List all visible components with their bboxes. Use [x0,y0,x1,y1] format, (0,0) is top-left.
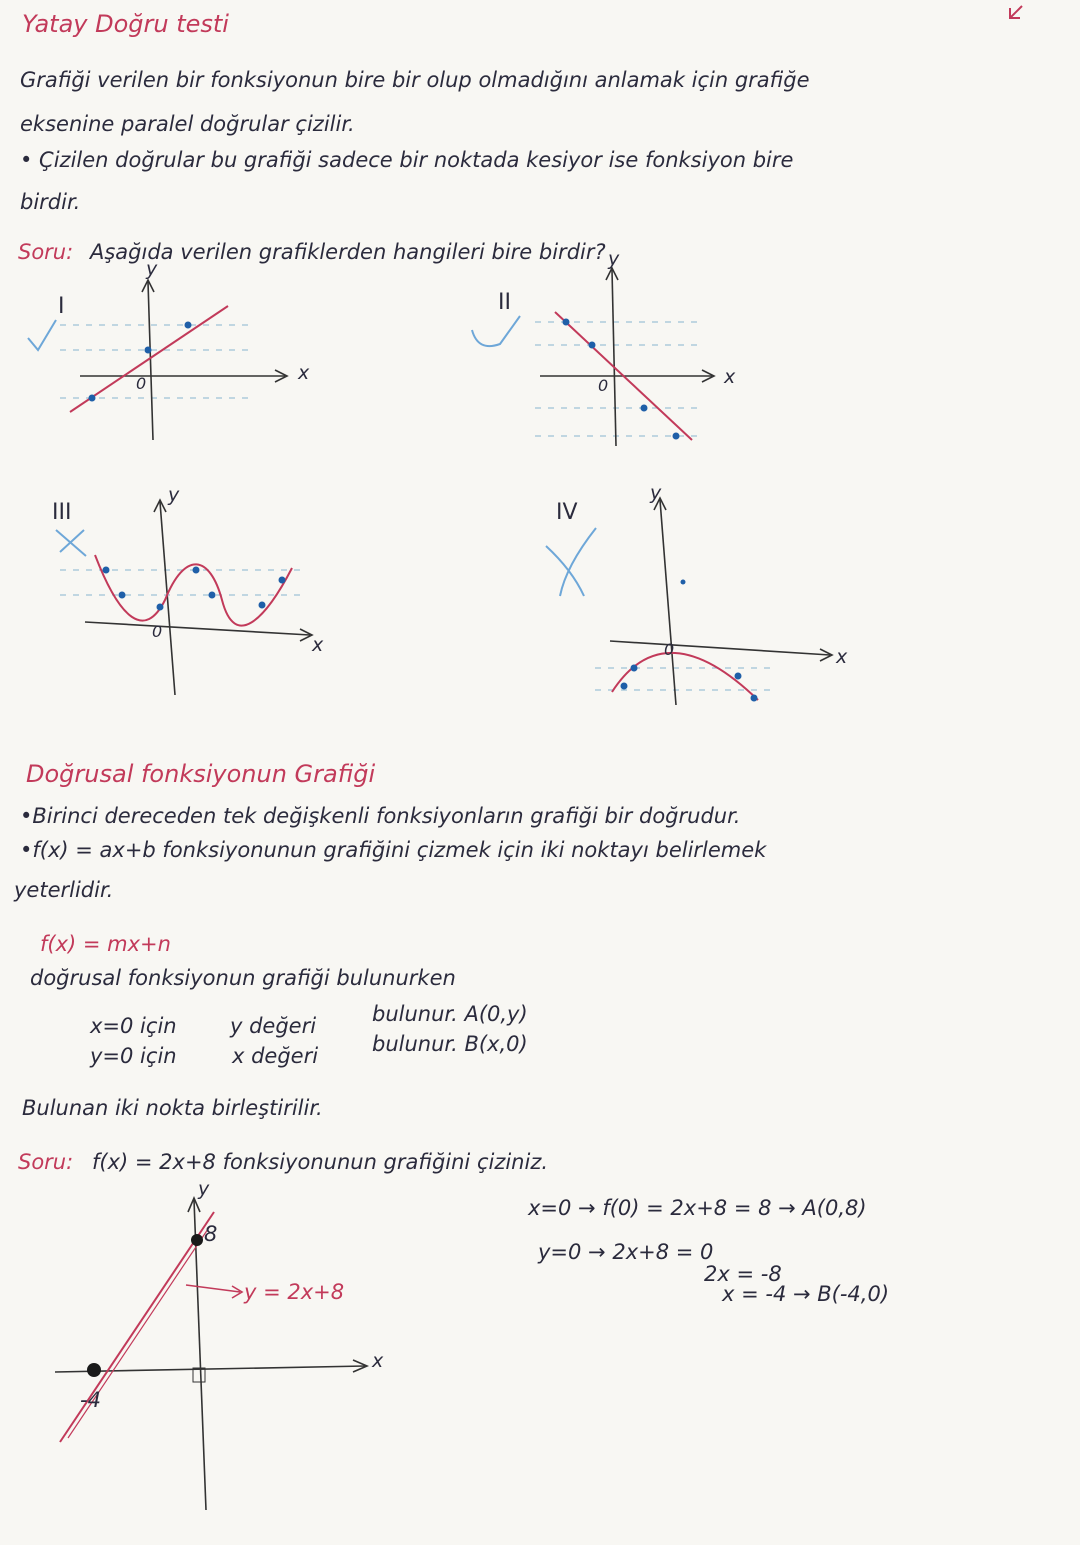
question1-prefix: Soru: [18,240,74,264]
graph-4-x-label: x [836,646,848,668]
intro-line-1: Grafiği verilen bir fonksiyonun bire bir olup olmadığını anlamak için grafiğe [20,68,810,92]
intro-line-2: eksenine paralel doğrular çizilir. [20,112,355,136]
graph-4-y-label: y [650,482,662,504]
graph-3-y-label: y [168,484,180,506]
point-a [191,1234,203,1246]
graph-1-y-label: y [146,258,158,280]
intro-line-3: • Çizilen doğrular bu grafiği sadece bir noktada kesiyor ise fonksiyon bire [20,148,794,172]
q2-x-label: x [372,1350,384,1372]
q2-x-value: -4 [80,1388,101,1412]
graph-3-origin: 0 [152,622,163,641]
question1-text: Aşağıda verilen grafiklerden hangileri bire birdir? [90,240,606,264]
section2-step3: Bulunan iki nokta birleştirilir. [22,1096,323,1120]
section2-step2-result: bulunur. B(x,0) [372,1032,528,1056]
question2-calc-3: 2x = -8 [704,1262,782,1286]
graph-4-origin: 0 [664,640,675,659]
section2-step2-condition: y=0 için [90,1044,177,1068]
graph-2-x-label: x [724,366,736,388]
graph-label-1: I [58,294,65,319]
graph-label-3: III [52,500,72,525]
point-b [87,1363,101,1377]
page-title: Yatay Doğru testi [22,10,229,38]
question2-prefix: Soru: [18,1150,74,1174]
section2-bullet-2b: yeterlidir. [14,878,114,902]
section2-title: Doğrusal fonksiyonun Grafiği [26,760,376,788]
q2-y-value: 8 [204,1222,218,1246]
q2-x-axis [55,1366,365,1372]
corner-arrow-icon [0,0,1080,60]
graph-1-x-label: x [298,362,310,384]
graph-label-2: II [498,290,511,315]
section2-step2-value: x değeri [232,1044,319,1068]
intro-line-4: birdir. [20,190,81,214]
graph-label-4: IV [556,500,578,525]
section2-bullet-2: •f(x) = ax+b fonksiyonunun grafiğini çizmek için iki noktayı belirlemek [20,838,767,862]
graph-2-origin: 0 [598,376,609,395]
graph-1-origin: 0 [136,374,147,393]
section2-method: doğrusal fonksiyonun grafiği bulunurken [30,966,456,990]
graph-3-x-label: x [312,634,324,656]
question2-calc-2: y=0 → 2x+8 = 0 [538,1240,714,1264]
question2-calc-1: x=0 → f(0) = 2x+8 = 8 → A(0,8) [528,1196,867,1220]
q2-line-label: y = 2x+8 [244,1280,345,1304]
graph-2-y-label: y [608,248,620,270]
section2-step1-condition: x=0 için [90,1014,177,1038]
section2-step1-value: y değeri [230,1014,317,1038]
section2-bullet-1: •Birinci dereceden tek değişkenli fonksiyonların grafiği bir doğrudur. [20,804,741,828]
section2-formula: f(x) = mx+n [40,932,171,956]
q2-y-label: y [198,1178,210,1200]
question2-calc-4: x = -4 → B(-4,0) [722,1282,890,1306]
section2-step1-result: bulunur. A(0,y) [372,1002,528,1026]
question2-text: f(x) = 2x+8 fonksiyonunun grafiğini çiziniz. [92,1150,549,1174]
